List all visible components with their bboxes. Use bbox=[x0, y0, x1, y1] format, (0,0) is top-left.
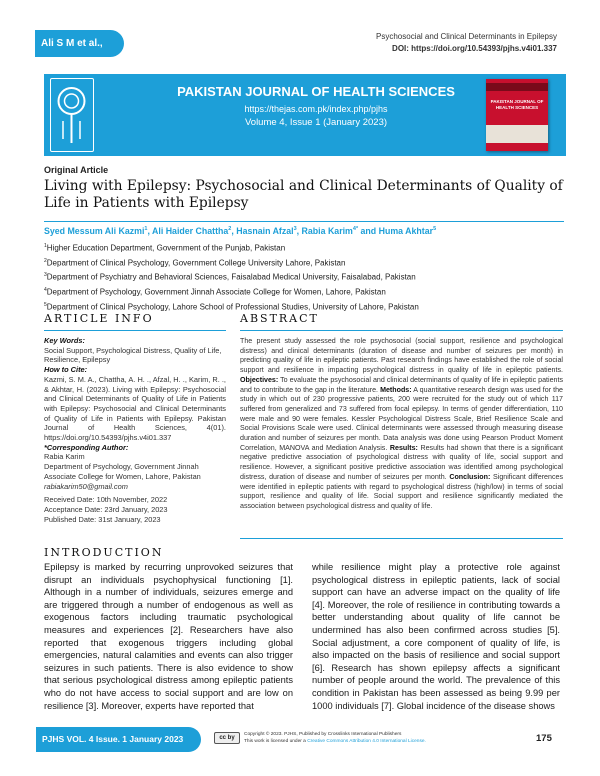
divider bbox=[44, 221, 564, 222]
cover-title: PAKISTAN JOURNAL OF HEALTH SCIENCES bbox=[490, 99, 544, 110]
divider bbox=[44, 330, 226, 331]
affiliation: $^2$Department of Clinical Psychology, Government College University Lahore, Pakistan bbox=[44, 257, 346, 268]
journal-cover-image bbox=[486, 79, 548, 151]
affiliations bbox=[44, 240, 564, 313]
author-running-head: Ali S M et al., bbox=[35, 30, 124, 57]
author-list: Syed Messum Ali Kazmi$^1$, Ali Haider Chattha$^2$, Hasnain Afzal$^3$, Rabia Karim$^{4*}$ and Huma Akhtar$^5$ bbox=[44, 226, 437, 236]
author-sup: 1 bbox=[144, 226, 148, 233]
author: Rabia Karim bbox=[301, 226, 353, 236]
divider bbox=[240, 330, 563, 331]
article-type: Original Article bbox=[44, 165, 109, 175]
citation: Kazmi, S. M. A., Chattha, A. H. ., Afzal, H. ., Karim, R. ., & Akhtar, H. (2023). Living with Epilepsy: Psychosocial and Clinical Determinants of Quality of Life in Patients with Epilepsy: Psychosocial and Clinical Determinants of Quality of Life in Patients with Epilepsy. Pakistan Journal of Health Sciences, 4(01). https://doi.org/10.54393/pjhs.v4i01.337 bbox=[44, 374, 226, 443]
affiliation: $^5$Department of Clinical Psychology, Lahore School of Professional Studies, University of Lahore, Pakistan bbox=[44, 301, 419, 312]
keywords: Social Support, Psychological Distress, Quality of Life, Resilience, Epilepsy bbox=[44, 345, 222, 365]
pjhs-logo-icon bbox=[51, 79, 92, 150]
published-date: Published Date: 31st January, 2023 bbox=[44, 514, 161, 524]
journal-name: PAKISTAN JOURNAL OF HEALTH SCIENCES bbox=[177, 84, 455, 99]
footer-journal-tag: PJHS VOL. 4 Issue. 1 January 2023 bbox=[36, 727, 201, 752]
cc-license-icon[interactable]: cc by bbox=[214, 732, 240, 744]
abstract-conclusion: Significant differences were identified in epileptic patients with regard to psychological distress (high/low) in terms of social support, resilience and quality of life. Social support and resilience significantly mediated the association between psychological distress and quality of life. bbox=[240, 472, 563, 510]
doi-link[interactable]: DOI: https://doi.org/10.54393/pjhs.v4i01.337 bbox=[392, 44, 557, 53]
introduction-right-column: while resilience might play a protective role against psychological distress in epileptic patients, lack of social support can have an adverse impact on the quality of life [4]. Moreover, the role of resilience in contributing towards a better understanding about quality of life cannot be undermined has also been confirmed across studies [5]. Social adjustment, a core component of quality of life, is also impacted on the basis of resilience and social support [6]. Research has shown epilepsy affects a significant number of people around the world. The prevalence of this condition in Pakistan has been assessed as being 9.99 per 1000 individuals [7]. Global incidence of the disease shows bbox=[312, 562, 560, 711]
cite-label: How to Cite: bbox=[44, 365, 88, 375]
abstract-intro: The present study assessed the role psychosocial (social support, resilience and psychological distress) and clinical determinants (duration of disease and number of seizures per month) in predicting quality of life in epileptic patients. Past research findings have established the role of social support and resilience in impacting psychological distress in quality of life in epileptic patients. bbox=[240, 337, 563, 375]
journal-url[interactable]: https://thejas.com.pk/index.php/pjhs bbox=[244, 104, 388, 114]
conclusion-label: Conclusion: bbox=[449, 472, 491, 481]
affiliation: $^4$Department of Psychology, Government Jinnah Associate College for Women, Lahore, Pakistan bbox=[44, 286, 386, 297]
abstract-results: Results had shown that there is a significant negative predictive association of psychological distress with quality of life, social support and resilience. However, a significant positive predictive association was identified among psychological distress, duration of disease and number of seizures per month. bbox=[240, 443, 563, 481]
license-prefix: This work is licensed under a bbox=[244, 739, 308, 744]
running-title: Psychosocial and Clinical Determinants in Epilepsy bbox=[376, 32, 557, 41]
license-link[interactable]: Creative Commons Attribution 4.0 International License. bbox=[307, 739, 426, 744]
affiliation: $^1$Higher Education Department, Government of the Punjab, Pakistan bbox=[44, 243, 286, 253]
corresponding-email[interactable]: rabiakarim50@gmail.com bbox=[44, 481, 128, 491]
cover-band bbox=[486, 125, 548, 143]
author: Huma Akhtar bbox=[378, 226, 434, 236]
article-title: Living with Epilepsy: Psychosocial and Clinical Determinants of Quality of Life in Patients with Epilepsy bbox=[44, 178, 563, 211]
author-sup: 3 bbox=[293, 226, 297, 233]
author: Ali Haider Chattha bbox=[152, 226, 229, 236]
abstract-heading: ABSTRACT bbox=[240, 312, 319, 325]
abstract-methods: A quantitative research design was used for the study in which out of 230 progressive patients, 200 were recruited for the study out of which 117 suffered from generalized and 73 suffered from focal epilepsy. In terms of gender differentiation, 110 were male and 90 were females. Kessler Psychological Distress Scale, Brief Resilience Scale and Social Provisions Scale were used. Clinical determinants were assessed through measuring disease duration and number of seizures per month. Data analysis was done using Pearson Product Moment Correlation, MANOVA and Mediation Analysis. bbox=[240, 385, 563, 452]
journal-volume: Volume 4, Issue 1 (January 2023) bbox=[244, 117, 388, 128]
divider bbox=[240, 538, 563, 539]
author: Hasnain Afzal bbox=[236, 226, 294, 236]
keywords-label: Key Words: bbox=[44, 336, 85, 345]
results-label: Results: bbox=[389, 443, 418, 452]
article-info-heading: ARTICLE INFO bbox=[44, 312, 154, 325]
author: Syed Messum Ali Kazmi bbox=[44, 226, 145, 236]
cover-stripe bbox=[486, 83, 548, 91]
article-info bbox=[44, 336, 226, 524]
running-header bbox=[376, 31, 557, 55]
methods-label: Methods: bbox=[380, 385, 412, 394]
page-number: 175 bbox=[536, 733, 552, 744]
author-sup: 4* bbox=[352, 226, 359, 233]
abstract-objectives: To evaluate the psychosocial and clinical determinants of quality of life in epileptic patients and to contribute to the gap in the literature. bbox=[240, 375, 563, 394]
journal-logo bbox=[50, 78, 94, 152]
copyright-notice bbox=[244, 731, 426, 745]
accepted-date: Acceptance Date: 23rd January, 2023 bbox=[44, 504, 168, 514]
introduction-left-column: Epilepsy is marked by recurring unprovoked seizures that disrupt an individuals psychophysical functioning [1]. Although in a number of individuals, seizures emerge and are triggered through a number of endogenous as well as exogenous factors including traumatic psychological measures and experiences [2]. Researchers have also reported that exogenous triggers including global emergencies, natural calamities and events can also trigger seizures in such patients. There is also evidence to show that serious psychological distress among epileptic patients who do not have access to social support and are low on resilience [3]. Moreover, experts have reported that bbox=[44, 562, 293, 711]
objectives-label: Objectives: bbox=[240, 375, 279, 384]
author-sup: 2 bbox=[228, 226, 232, 233]
affiliation: $^3$Department of Psychiatry and Behavioral Sciences, Faisalabad Medical University, Faisalabad, Pakistan bbox=[44, 272, 416, 282]
author-sup: 5 bbox=[433, 226, 437, 233]
abstract-body bbox=[240, 337, 563, 512]
introduction-heading: INTRODUCTION bbox=[44, 546, 164, 559]
copyright-text: Copyright © 2023. PJHS, Published by Crosslinks International Publishers bbox=[244, 732, 402, 737]
corresponding-label: *Corresponding Author: bbox=[44, 442, 129, 452]
corresponding-name: Rabia Karim bbox=[44, 452, 85, 462]
received-date: Received Date: 10th November, 2022 bbox=[44, 495, 168, 505]
corresponding-affiliation: Department of Psychology, Government Jinnah Associate College for Women, Lahore, Pakistan bbox=[44, 462, 201, 481]
